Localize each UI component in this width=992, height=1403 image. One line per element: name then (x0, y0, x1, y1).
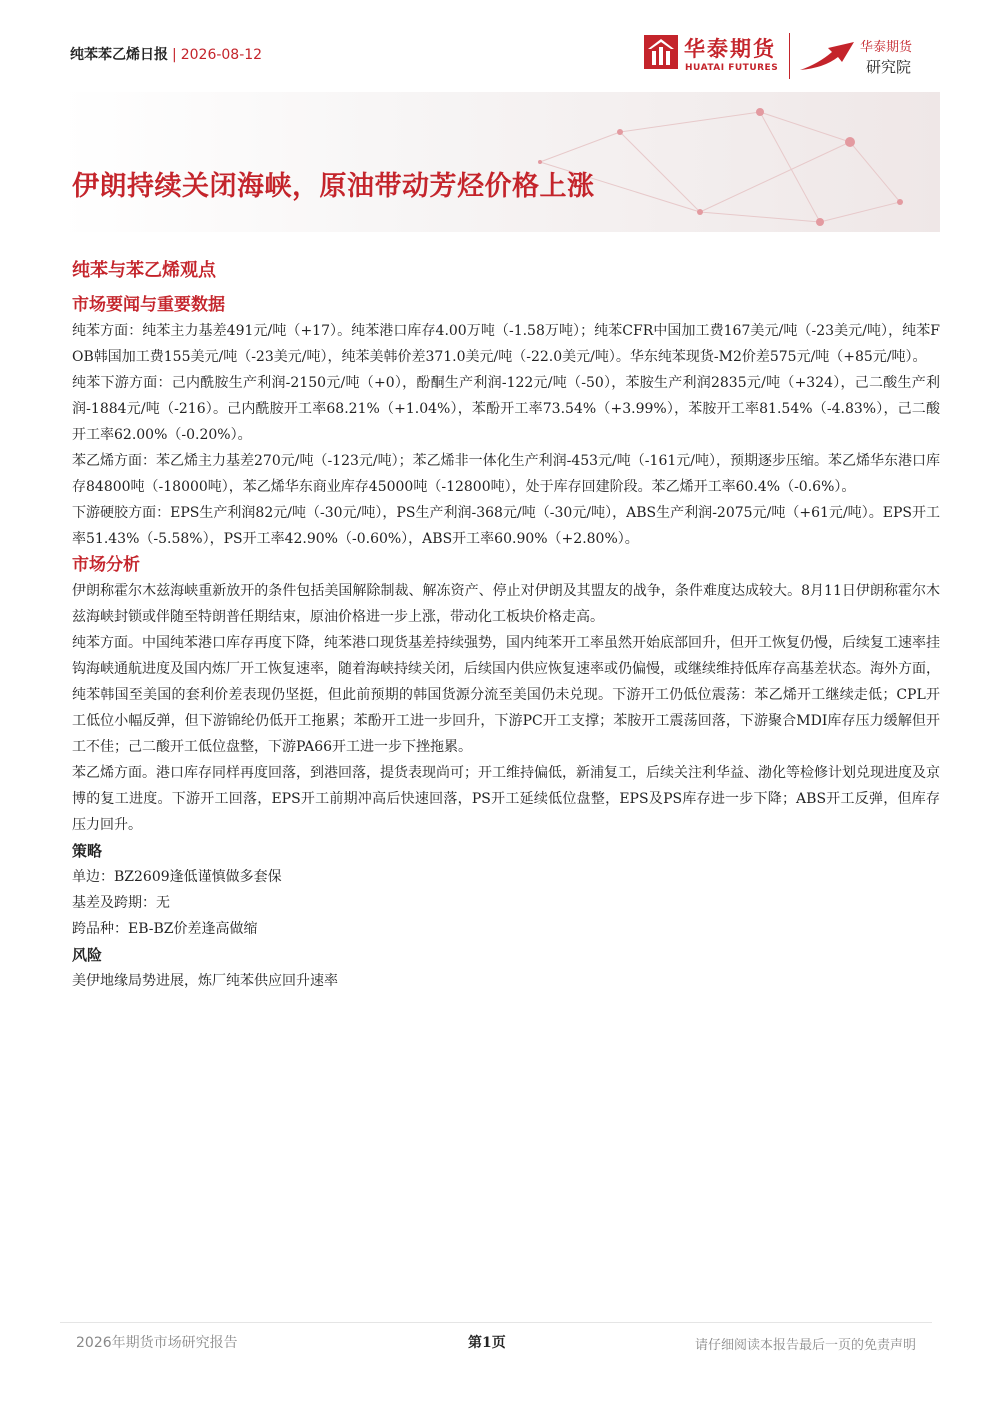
logo-en-text: HUATAI FUTURES (685, 63, 779, 73)
report-title: 伊朗持续关闭海峡，原油带动芳烃价格上涨 (72, 171, 595, 202)
footer-disclaimer-note: 请仔细阅读本报告最后一页的免责声明 (694, 1338, 916, 1353)
institute-name-line2: 研究院 (866, 58, 912, 76)
analysis-title: 市场分析 (72, 555, 140, 575)
news-paragraph-styrene: 苯乙烯方面：苯乙烯主力基差270元/吨（-123元/吨）；苯乙烯非一体化生产利润-453元/吨（-161元/吨），预期逐步压缩。苯乙烯华东港口库存84800吨（-18000吨），苯乙烯华东商业库存45000吨（-12800吨），处于库存回建阶段。苯乙烯开工率60.4%（-0.6%）。 (72, 453, 940, 495)
footer-divider (60, 1322, 932, 1323)
institute-name-line1: 华泰期货 (860, 40, 913, 55)
section-title: 纯苯与苯乙烯观点 (72, 260, 216, 281)
network-decoration (60, 92, 940, 232)
analysis-paragraph-benzene: 纯苯方面。中国纯苯港口库存再度下降，纯苯港口现货基差持续强势，国内纯苯开工率虽然开始底部回升，但开工恢复仍慢，后续复工速率挂钩海峡通航进度及国内炼厂开工恢复速率，随着海峡持续关闭，后续国内供应恢复速率或仍偏慢，或继续维持低库存高基差状态。海外方面，纯苯韩国至美国的套利价差表现仍坚挺，但此前预期的韩国货源分流至美国仍未兑现。下游开工仍低位震荡：苯乙烯开工继续走低；CPL开工低位小幅反弹，但下游锦纶仍低开工拖累；苯酚开工进一步回升，下游PC开工支撑；苯胺开工震荡回落，下游聚合MDI库存压力缓解但开工不佳；己二酸开工低位盘整，下游PA66开工进一步下挫拖累。 (72, 635, 940, 755)
strategy-item-single: 单边：BZ2609逢低谨慎做多套保 (72, 869, 282, 885)
analysis-paragraph-styrene: 苯乙烯方面。港口库存同样再度回落，到港回落，提货表现尚可；开工维持偏低，新浦复工，后续关注利华益、渤化等检修计划兑现进度及京博的复工进度。下游开工回落，EPS开工前期冲高后快速回落，PS开工延续低位盘整，EPS及PS库存进一步下降；ABS开工反弹，但库存压力回升。 (72, 765, 940, 833)
news-paragraph-benzene-downstream: 纯苯下游方面：己内酰胺生产利润-2150元/吨（+0），酚酮生产利润-122元/吨（-50），苯胺生产利润2835元/吨（+324），己二酸生产利润-1884元/吨（-216）。己内酰胺开工率68.21%（+1.04%），苯酚开工率73.54%（+3.99%），苯胺开工率81.54%（-4.83%），己二酸开工率62.00%（-0.20%）。 (72, 375, 940, 443)
main-content (72, 258, 940, 994)
strategy-item-cross: 跨品种：EB-BZ价差逢高做缩 (72, 921, 258, 937)
footer-report-series: 2026年期货市场研究报告 (76, 1335, 238, 1351)
risk-title: 风险 (72, 946, 103, 964)
huatai-logo-icon (644, 35, 678, 69)
risk-text: 美伊地缘局势进展，炼厂纯苯供应回升速率 (72, 973, 338, 989)
page-number: 第1页 (468, 1335, 506, 1351)
header-separator: | (172, 47, 177, 63)
strategy-title: 策略 (72, 842, 103, 860)
logo-divider (789, 33, 790, 79)
institute-arrow-icon (798, 40, 858, 72)
report-header (70, 44, 262, 64)
news-paragraph-hard-plastics: 下游硬胶方面：EPS生产利润82元/吨（-30元/吨），PS生产利润-368元/吨（-30元/吨），ABS生产利润-2075元/吨（+61元/吨）。EPS开工率51.43%（-5.58%），PS开工率42.90%（-0.60%），ABS开工率60.90%（+2.80%）。 (72, 505, 940, 547)
strategy-item-basis: 基差及跨期：无 (72, 895, 170, 911)
logo-cn-text: 华泰期货 (684, 37, 776, 61)
title-banner (60, 92, 940, 232)
report-name: 纯苯苯乙烯日报 (70, 47, 168, 63)
news-title: 市场要闻与重要数据 (72, 295, 225, 315)
analysis-paragraph-iran: 伊朗称霍尔木兹海峡重新放开的条件包括美国解除制裁、解冻资产、停止对伊朗及其盟友的战争，条件难度达成较大。8月11日伊朗称霍尔木兹海峡封锁或伴随至特朗普任期结束，原油价格进一步上涨，带动化工板块价格走高。 (72, 583, 940, 625)
news-paragraph-benzene: 纯苯方面：纯苯主力基差491元/吨（+17）。纯苯港口库存4.00万吨（-1.58万吨）；纯苯CFR中国加工费167美元/吨（-23美元/吨），纯苯FOB韩国加工费155美元/吨（-23美元/吨），纯苯美韩价差371.0美元/吨（-22.0美元/吨）。华东纯苯现货-M2价差575元/吨（+85元/吨）。 (72, 323, 940, 365)
report-date: 2026-08-12 (180, 47, 263, 63)
